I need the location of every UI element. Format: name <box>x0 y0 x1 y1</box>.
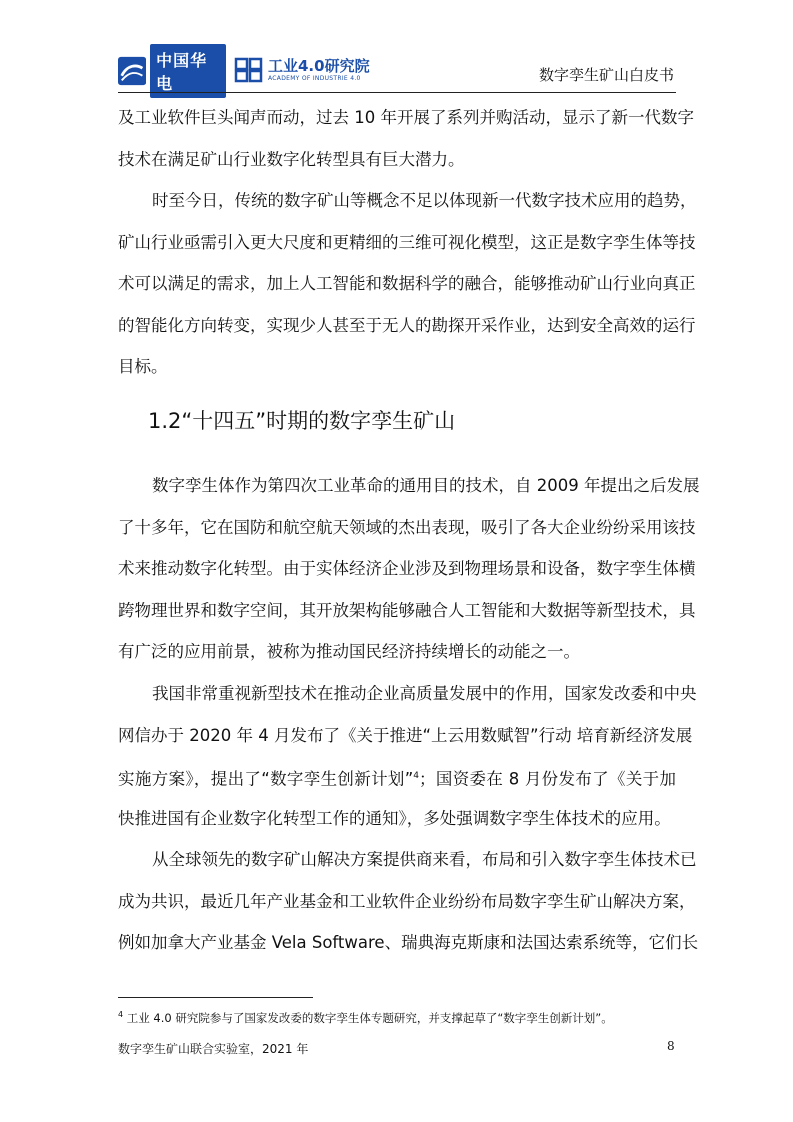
section-heading: 1.2“十四五”时期的数字孪生矿山 <box>148 409 456 433</box>
page-number: 8 <box>667 1039 675 1053</box>
paragraph-line: 术来推动数字化转型。由于实体经济企业涉及到物理场景和设备，数字孪生体横 <box>118 559 696 578</box>
footer-source: 数字孪生矿山联合实验室，2021 年 <box>118 1042 309 1056</box>
industry40-logo-subtitle: ACADEMY OF INDUSTRIE 4.0 <box>268 75 361 82</box>
paragraph-line-part: 实施方案》，提出了“数字孪生创新计划” <box>118 769 414 789</box>
paragraph-line: 数字孪生体作为第四次工业革命的通用目的技术，自 2009 年提出之后发展 <box>152 476 700 495</box>
paragraph-line-part: ；国资委在 8 月份发布了《关于加 <box>419 769 676 789</box>
paragraph-line: 我国非常重视新型技术在推动企业高质量发展中的作用，国家发改委和中央 <box>152 684 697 703</box>
huadian-emblem-icon <box>118 56 146 86</box>
paragraph-line: 及工业软件巨头闻声而动，过去 10 年开展了系列并购活动，显示了新一代数字 <box>118 108 694 127</box>
paragraph-line: 例如加拿大产业基金 Vela Software、瑞典海克斯康和法国达索系统等，它们长 <box>118 933 699 952</box>
paragraph-line: 快推进国有企业数字化转型工作的通知》，多处强调数字孪生体技术的应用。 <box>118 808 671 828</box>
paragraph-1 <box>118 97 694 180</box>
industry40-logo-title: 工业4.0研究院 <box>268 57 370 75</box>
footnote-divider <box>118 997 313 998</box>
document-title: 数字孪生矿山白皮书 <box>538 66 674 84</box>
industry40-logo <box>234 54 434 88</box>
industry40-emblem-icon <box>234 56 264 84</box>
paragraph-4 <box>118 673 697 839</box>
paragraph-3 <box>118 465 700 673</box>
footnote-text: 工业 4.0 研究院参与了国家发改委的数字孪生体专题研究，并支撑起草了“数字孪生创新计划”。 <box>126 1011 613 1025</box>
footnote-marker: 4 <box>118 1010 124 1020</box>
footnote-ref: 4 <box>413 771 420 781</box>
paragraph-line: 技术在满足矿山行业数字化转型具有巨大潜力。 <box>118 149 465 169</box>
huadian-logo <box>118 51 226 93</box>
paragraph-5 <box>118 839 699 964</box>
paragraph-line: 从全球领先的数字矿山解决方案提供商来看，布局和引入数字孪生体技术已 <box>152 850 697 869</box>
paragraph-line: 目标。 <box>118 357 168 376</box>
paragraph-line: 的智能化方向转变，实现少人甚至于无人的勘探开采作业，达到安全高效的运行 <box>118 315 696 335</box>
paragraph-line: 了十多年，它在国防和航空航天领域的杰出表现，吸引了各大企业纷纷采用该技 <box>118 517 696 537</box>
paragraph-line: 成为共识，最近几年产业基金和工业软件企业纷纷布局数字孪生矿山解决方案， <box>118 891 696 911</box>
paragraph-line: 跨物理世界和数字空间，其开放架构能够融合人工智能和大数据等新型技术，具 <box>118 600 696 620</box>
paragraph-line: 网信办于 2020 年 4 月发布了《关于推进“上云用数赋智”行动 培育新经济发展 <box>118 725 693 745</box>
huadian-logo-text: 中国华电 <box>150 44 226 98</box>
page-header <box>118 50 676 92</box>
paragraph-line: 有广泛的应用前景，被称为推动国民经济持续增长的动能之一。 <box>118 642 580 661</box>
paragraph-line <box>118 756 676 798</box>
paragraph-line: 时至今日，传统的数字矿山等概念不足以体现新一代数字技术应用的趋势， <box>152 191 697 210</box>
paragraph-2 <box>118 180 697 388</box>
paragraph-line: 矿山行业亟需引入更大尺度和更精细的三维可视化模型，这正是数字孪生体等技 <box>118 232 696 252</box>
paragraph-line: 术可以满足的需求，加上人工智能和数据科学的融合，能够推动矿山行业向真正 <box>118 274 696 293</box>
footnote <box>118 1010 613 1026</box>
header-divider <box>118 92 676 93</box>
